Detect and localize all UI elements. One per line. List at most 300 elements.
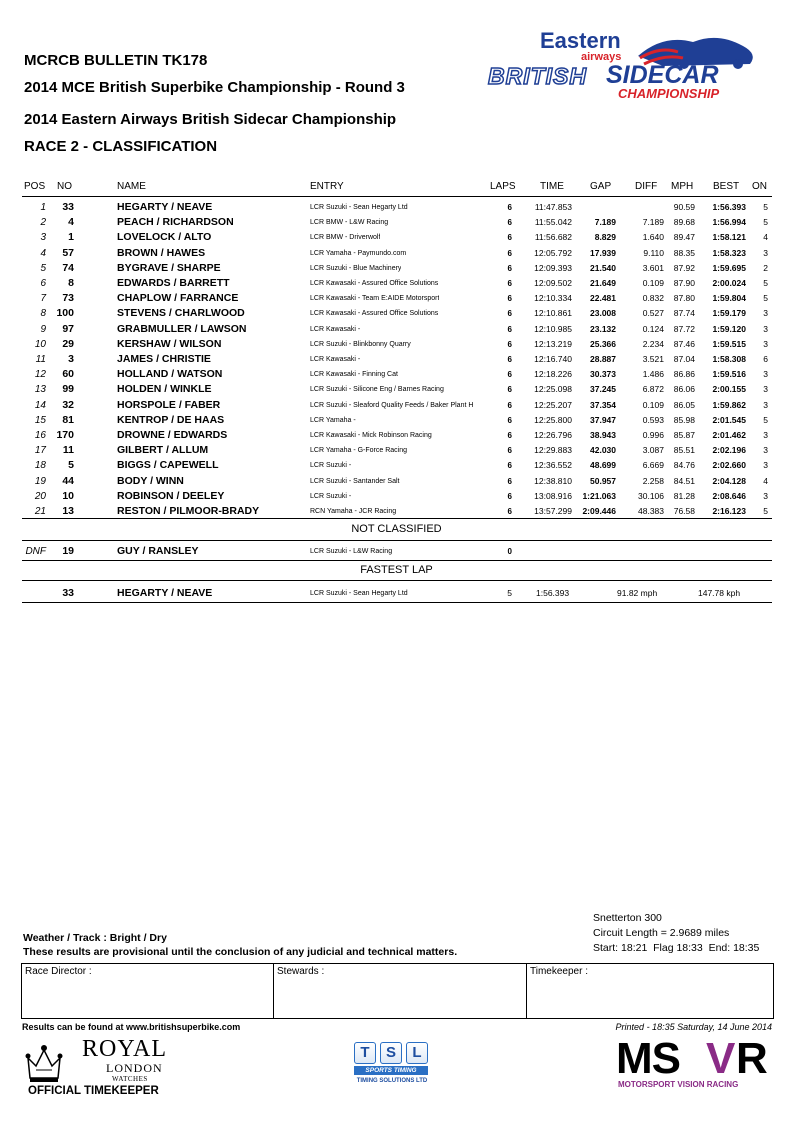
cell-gap: 25.366 — [590, 338, 616, 349]
tsl-name-text: TIMING SOLUTIONS LTD — [356, 1078, 428, 1084]
cell-best: 1:59.695 — [712, 262, 746, 273]
cell-pos: 7 — [40, 293, 46, 305]
cell-on: 3 — [763, 399, 768, 410]
cell-no: 100 — [56, 307, 74, 320]
cell-best: 1:59.515 — [712, 338, 746, 349]
cell-time: 12:36.552 — [534, 460, 572, 471]
table-row — [0, 200, 793, 215]
cell-pos: 12 — [34, 369, 46, 381]
cell-no: 73 — [62, 292, 74, 305]
fastest-lap-name: HEGARTY / NEAVE — [117, 587, 213, 599]
cell-no: 57 — [62, 246, 74, 259]
cell-laps: 6 — [507, 339, 512, 349]
fastest-lap-row — [0, 586, 793, 601]
fastest-lap-title: FASTEST LAP — [360, 564, 433, 576]
cell-name: DROWNE / EDWARDS — [117, 429, 228, 441]
cell-entry: LCR Suzuki - Sleaford Quality Feeds / Baker Plant H — [310, 401, 474, 409]
cell-name: ROBINSON / DEELEY — [117, 489, 225, 502]
cell-name: KENTROP / DE HAAS — [117, 413, 225, 426]
results-url: Results can be found at www.britishsuperbike.com — [22, 1022, 241, 1032]
cell-name: LOVELOCK / ALTO — [117, 231, 212, 244]
cell-best: 1:58.121 — [712, 232, 746, 243]
cell-diff: 3.087 — [642, 445, 664, 456]
cell-time: 13:08.916 — [534, 490, 572, 501]
cell-laps: 6 — [507, 218, 512, 228]
table-row — [0, 337, 793, 352]
cell-pos: 16 — [34, 430, 46, 441]
championship-logo — [488, 24, 770, 104]
cell-best: 1:56.994 — [712, 217, 746, 228]
msvr-v: V — [706, 1034, 735, 1083]
cell-best: 1:59.179 — [712, 308, 746, 319]
cell-mph: 86.86 — [673, 369, 695, 380]
cell-no: 10 — [62, 489, 74, 502]
cell-no: 32 — [62, 398, 74, 411]
cell-mph: 85.51 — [673, 445, 695, 456]
cell-no: 8 — [68, 277, 74, 289]
cell-laps: 6 — [507, 370, 512, 380]
cell-name: BIGGS / CAPEWELL — [117, 459, 219, 472]
cell-pos: 15 — [34, 414, 46, 426]
tsl-sports-text: SPORTS TIMING — [365, 1067, 417, 1074]
cell-name: GRABMULLER / LAWSON — [117, 322, 247, 335]
cell-time: 12:26.796 — [534, 430, 572, 440]
col-gap: GAP — [590, 181, 612, 192]
cell-best: 2:02.196 — [712, 445, 746, 456]
cell-best: 2:02.660 — [712, 460, 746, 471]
cell-entry: LCR Yamaha - G-Force Racing — [310, 447, 407, 455]
fastest-lap-no: 33 — [62, 587, 74, 599]
table-row — [0, 504, 793, 519]
cell-pos: DNF — [25, 546, 46, 557]
table-row — [0, 474, 793, 489]
cell-on: 5 — [763, 202, 768, 212]
table-row — [0, 291, 793, 306]
cell-time: 11:55.042 — [534, 217, 572, 228]
cell-diff: 6.669 — [642, 460, 664, 471]
msvr-tagline: MOTORSPORT VISION RACING — [618, 1080, 739, 1089]
cell-laps: 6 — [507, 248, 512, 258]
cell-laps: 6 — [507, 431, 512, 440]
cell-name: PEACH / RICHARDSON — [117, 216, 234, 229]
cell-on: 5 — [763, 506, 768, 516]
cell-entry: LCR Kawasaki - Finning Cat — [310, 371, 398, 379]
cell-pos: 14 — [34, 399, 46, 411]
table-row — [0, 398, 793, 413]
cell-name: KERSHAW / WILSON — [117, 337, 222, 350]
cell-mph: 87.74 — [673, 308, 695, 319]
cell-mph: 87.72 — [673, 323, 695, 334]
cell-time: 12:09.502 — [534, 278, 572, 288]
cell-best: 1:56.393 — [712, 202, 746, 212]
cell-entry: LCR Kawasaki - Mick Robinson Racing — [310, 432, 432, 439]
cell-diff: 3.521 — [642, 354, 664, 364]
cell-on: 6 — [763, 354, 768, 364]
circuit-name: Snetterton 300 — [593, 912, 662, 924]
table-row — [0, 458, 793, 473]
dnf-end-rule — [22, 560, 772, 561]
tsl-letters — [354, 1042, 430, 1064]
cell-pos: 20 — [34, 490, 46, 502]
cell-entry: LCR Suzuki - Sean Hegarty Ltd — [310, 204, 408, 211]
col-mph: MPH — [671, 181, 694, 192]
cell-best: 2:16.123 — [712, 506, 746, 516]
printed-timestamp: Printed - 18:35 Saturday, 14 June 2014 — [615, 1022, 772, 1032]
table-row — [0, 382, 793, 397]
cell-on: 2 — [763, 262, 768, 273]
cell-diff: 0.527 — [642, 308, 664, 319]
cell-on: 5 — [763, 414, 768, 425]
table-row — [0, 352, 793, 367]
tsl-letter-tile: L — [406, 1042, 428, 1064]
table-row — [0, 215, 793, 230]
cell-gap: 2:09.446 — [582, 506, 616, 516]
cell-diff: 30.106 — [638, 490, 664, 501]
cell-mph: 87.46 — [673, 338, 695, 349]
cell-on: 3 — [763, 490, 768, 501]
column-headers — [0, 181, 793, 195]
cell-entry: LCR Suzuki - L&W Racing — [310, 548, 393, 555]
cell-entry: LCR Kawasaki - Assured Office Solutions — [310, 310, 439, 318]
cell-pos: 13 — [34, 384, 46, 396]
table-row — [0, 367, 793, 382]
col-name: NAME — [117, 181, 146, 192]
cell-entry: LCR Kawasaki - Team E:AIDE Motorsport — [310, 295, 440, 303]
table-row — [0, 544, 793, 559]
cell-on: 3 — [763, 338, 768, 349]
cell-best: 1:59.862 — [712, 399, 746, 410]
cell-on: 3 — [763, 445, 768, 456]
logo-sponsor-sub: airways — [581, 51, 622, 63]
cell-name: CHAPLOW / FARRANCE — [117, 292, 239, 305]
signature-box — [21, 963, 774, 1019]
cell-pos: 4 — [40, 247, 46, 259]
cell-gap: 30.373 — [590, 369, 616, 380]
cell-mph: 89.47 — [673, 232, 695, 243]
cell-laps: 6 — [507, 294, 512, 304]
cell-laps: 6 — [507, 279, 512, 288]
cell-time: 12:25.800 — [534, 414, 572, 425]
stewards-label: Stewards : — [277, 966, 325, 977]
cell-best: 1:59.516 — [712, 369, 746, 380]
cell-gap: 21.540 — [590, 262, 616, 273]
cell-name: HOLDEN / WINKLE — [117, 383, 212, 396]
cell-mph: 87.90 — [673, 278, 695, 288]
cell-gap: 1:21.063 — [582, 490, 616, 501]
cell-laps: 6 — [507, 233, 512, 243]
cell-mph: 88.35 — [673, 247, 695, 258]
cell-mph: 87.80 — [673, 293, 695, 304]
cell-gap: 48.699 — [590, 460, 616, 471]
fastest-lap-end-rule — [22, 602, 772, 603]
table-row — [0, 306, 793, 321]
cell-pos: 9 — [40, 323, 46, 335]
royal-london-logo — [22, 1038, 182, 1088]
fastest-lap-lap: 5 — [507, 588, 512, 598]
not-classified-rule — [22, 540, 772, 541]
cell-diff: 48.383 — [638, 506, 664, 516]
cell-entry: RCN Yamaha - JCR Racing — [310, 508, 397, 515]
tsl-letter-tile: T — [354, 1042, 376, 1064]
cell-mph: 89.68 — [673, 217, 695, 228]
table-row — [0, 246, 793, 261]
tsl-sports-band — [354, 1066, 428, 1075]
cell-on: 4 — [763, 232, 768, 243]
cell-name: BODY / WINN — [117, 474, 184, 487]
fastest-lap-entry: LCR Suzuki - Sean Hegarty Ltd — [310, 590, 408, 597]
cell-gap: 21.649 — [590, 278, 616, 288]
cell-diff: 0.832 — [642, 293, 664, 304]
event-title: 2014 MCE British Superbike Championship - Round 3 — [24, 79, 405, 96]
cell-name: BYGRAVE / SHARPE — [117, 261, 221, 274]
london-text: LONDON — [106, 1061, 163, 1075]
cell-pos: 18 — [34, 460, 46, 472]
cell-mph: 86.05 — [673, 399, 695, 410]
cell-time: 12:09.393 — [534, 262, 572, 273]
cell-laps: 6 — [507, 415, 512, 425]
cell-mph: 81.28 — [673, 490, 695, 501]
logo-sidecar: SIDECAR — [606, 61, 719, 89]
cell-time: 11:47.853 — [534, 202, 572, 212]
cell-pos: 11 — [35, 354, 46, 365]
cell-pos: 19 — [34, 475, 46, 487]
cell-time: 12:38.810 — [534, 475, 572, 486]
cell-mph: 86.06 — [673, 384, 695, 395]
cell-laps: 6 — [507, 461, 512, 471]
table-row — [0, 230, 793, 245]
weather: Weather / Track : Bright / Dry — [23, 932, 167, 944]
cell-time: 12:10.985 — [534, 323, 572, 334]
cell-on: 3 — [763, 323, 768, 334]
cell-gap: 37.245 — [590, 384, 616, 395]
cell-time: 12:13.219 — [534, 338, 572, 349]
cell-mph: 85.87 — [673, 430, 695, 440]
cell-no: 11 — [62, 444, 74, 457]
cell-name: BROWN / HAWES — [117, 246, 206, 259]
cell-time: 12:10.861 — [534, 308, 572, 319]
cell-entry: LCR BMW - Driverwolf — [310, 234, 381, 242]
session-title: RACE 2 - CLASSIFICATION — [24, 138, 218, 155]
cell-entry: LCR BMW - L&W Racing — [310, 219, 389, 227]
provisional-notice: These results are provisional until the conclusion of any judicial and technical matters. — [23, 946, 458, 958]
series-title: 2014 Eastern Airways British Sidecar Championship — [24, 111, 397, 128]
cell-on: 5 — [763, 217, 768, 228]
cell-time: 12:16.740 — [534, 354, 572, 364]
cell-mph: 87.92 — [673, 262, 695, 273]
col-best: BEST — [713, 181, 740, 192]
col-laps: LAPS — [490, 181, 516, 192]
table-row — [0, 261, 793, 276]
cell-no: 4 — [68, 216, 74, 229]
not-classified-title: NOT CLASSIFIED — [351, 523, 442, 535]
cell-diff: 3.601 — [642, 262, 664, 273]
table-row — [0, 276, 793, 291]
cell-entry: LCR Suzuki - Santander Salt — [310, 477, 400, 485]
cell-time: 12:05.792 — [534, 247, 572, 258]
cell-gap: 22.481 — [590, 293, 616, 304]
cell-mph: 87.04 — [673, 354, 695, 364]
tsl-logo — [354, 1042, 430, 1092]
logo-sponsor: Eastern — [540, 28, 621, 53]
cell-pos: 10 — [34, 338, 46, 350]
cell-name: HORSPOLE / FABER — [117, 398, 221, 411]
cell-gap: 23.132 — [590, 323, 616, 334]
cell-laps: 6 — [507, 324, 512, 334]
cell-laps: 6 — [507, 507, 512, 516]
col-entry: ENTRY — [310, 181, 344, 192]
cell-time: 12:25.098 — [534, 384, 572, 395]
cell-pos: 1 — [40, 202, 46, 213]
cell-time: 11:56.682 — [534, 232, 572, 243]
cell-laps: 6 — [507, 355, 512, 364]
cell-no: 19 — [62, 545, 74, 557]
cell-entry: LCR Yamaha - — [310, 416, 356, 424]
cell-name: GUY / RANSLEY — [117, 545, 199, 557]
cell-no: 33 — [62, 201, 74, 213]
cell-pos: 5 — [40, 262, 46, 274]
cell-laps: 6 — [507, 491, 512, 501]
cell-name: HEGARTY / NEAVE — [117, 201, 213, 213]
cell-on: 4 — [763, 475, 768, 486]
msvr-ms: MS — [616, 1034, 680, 1083]
cell-entry: LCR Suzuki - Blue Machinery — [310, 264, 402, 272]
col-on: ON — [752, 181, 767, 192]
cell-gap: 38.943 — [590, 430, 616, 440]
cell-no: 60 — [62, 368, 74, 381]
cell-entry: LCR Suzuki - — [310, 492, 352, 500]
cell-entry: LCR Kawasaki - Assured Office Solutions — [310, 280, 439, 287]
fastest-lap-mph: 91.82 mph — [617, 588, 658, 598]
cell-diff: 0.996 — [642, 430, 664, 440]
cell-on: 3 — [763, 430, 768, 440]
official-timekeeper-label: OFFICIAL TIMEKEEPER — [28, 1085, 159, 1097]
cell-on: 3 — [763, 308, 768, 319]
col-no: NO — [57, 181, 72, 192]
cell-no: 81 — [62, 413, 74, 426]
cell-gap: 50.957 — [590, 475, 616, 486]
cell-no: 97 — [62, 322, 74, 335]
cell-laps: 6 — [507, 476, 512, 486]
cell-laps: 0 — [507, 547, 512, 556]
bulletin-title: MCRCB BULLETIN TK178 — [24, 52, 208, 69]
cell-name: JAMES / CHRISTIE — [117, 353, 211, 365]
logo-british: BRITISH — [488, 63, 587, 89]
cell-time: 12:29.883 — [534, 445, 572, 456]
cell-best: 2:00.155 — [712, 384, 746, 395]
tsl-letter-tile: S — [380, 1042, 402, 1064]
cell-time: 13:57.299 — [534, 506, 572, 516]
cell-no: 3 — [68, 353, 74, 365]
fastest-lap-kph: 147.78 kph — [698, 588, 741, 598]
cell-diff: 9.110 — [643, 247, 664, 258]
cell-on: 3 — [763, 384, 768, 395]
cell-best: 2:01.462 — [712, 430, 746, 440]
cell-no: 170 — [56, 429, 74, 441]
cell-mph: 90.59 — [673, 202, 695, 212]
cell-best: 1:58.323 — [712, 247, 746, 258]
cell-mph: 76.58 — [673, 506, 695, 516]
cell-name: GILBERT / ALLUM — [117, 444, 209, 457]
cell-best: 1:58.308 — [712, 354, 746, 364]
crown-crest-icon — [22, 1038, 66, 1084]
royal-text: ROYAL — [82, 1036, 168, 1062]
table-row — [0, 489, 793, 504]
cell-laps: 6 — [507, 203, 512, 212]
race-director-label: Race Director : — [25, 966, 92, 977]
table-row — [0, 428, 793, 443]
col-pos: POS — [24, 181, 46, 192]
cell-diff: 2.234 — [642, 338, 664, 349]
timekeeper-label: Timekeeper : — [530, 966, 588, 977]
cell-diff: 0.109 — [642, 399, 664, 410]
cell-laps: 6 — [507, 446, 512, 456]
cell-name: HOLLAND / WATSON — [117, 368, 223, 381]
cell-mph: 84.76 — [673, 460, 695, 471]
cell-pos: 8 — [40, 308, 46, 320]
cell-mph: 85.98 — [673, 414, 695, 425]
cell-time: 12:18.226 — [534, 369, 572, 380]
cell-entry: LCR Kawasaki - — [310, 356, 361, 363]
cell-on: 5 — [763, 293, 768, 304]
cell-time: 12:10.334 — [534, 293, 572, 304]
fastest-lap-rule — [22, 580, 772, 581]
cell-no: 74 — [62, 261, 74, 274]
cell-diff: 1.640 — [642, 232, 664, 243]
cell-pos: 21 — [34, 506, 46, 517]
cell-best: 2:00.024 — [712, 278, 746, 288]
cell-best: 2:04.128 — [712, 475, 746, 486]
cell-no: 1 — [68, 231, 74, 244]
fastest-lap-time: 1:56.393 — [536, 588, 570, 598]
cell-best: 1:59.120 — [712, 323, 746, 334]
results-end-rule — [22, 518, 772, 519]
cell-gap: 37.947 — [590, 414, 616, 425]
cell-name: RESTON / PILMOOR-BRADY — [117, 505, 260, 517]
cell-on: 3 — [763, 369, 768, 380]
cell-gap: 42.030 — [590, 445, 616, 456]
cell-no: 29 — [62, 337, 74, 350]
cell-on: 3 — [763, 460, 768, 471]
table-row — [0, 413, 793, 428]
cell-pos: 17 — [34, 445, 46, 457]
col-time: TIME — [540, 181, 564, 192]
cell-pos: 6 — [40, 278, 46, 289]
cell-diff: 0.124 — [642, 323, 664, 334]
stewards-cell — [274, 964, 527, 1018]
cell-laps: 6 — [507, 309, 512, 319]
cell-laps: 6 — [507, 385, 512, 395]
header-rule — [22, 196, 772, 197]
cell-entry: LCR Suzuki - Silicone Eng / Barnes Racing — [310, 386, 444, 394]
cell-no: 13 — [62, 505, 74, 517]
cell-pos: 2 — [40, 217, 46, 229]
cell-gap: 37.354 — [590, 399, 616, 410]
circuit-length: Circuit Length = 2.9689 miles — [593, 927, 730, 939]
cell-no: 44 — [62, 474, 74, 487]
table-row — [0, 322, 793, 337]
cell-no: 5 — [68, 459, 74, 472]
session-times: Start: 18:21 Flag 18:33 End: 18:35 — [593, 942, 760, 954]
cell-gap: 28.887 — [590, 354, 616, 364]
cell-diff: 6.872 — [642, 384, 664, 395]
cell-on: 5 — [763, 278, 768, 288]
cell-on: 3 — [763, 247, 768, 258]
watches-text: WATCHES — [112, 1075, 148, 1083]
cell-pos: 3 — [40, 232, 46, 244]
col-diff: DIFF — [635, 181, 658, 192]
cell-best: 2:01.545 — [712, 414, 746, 425]
msvr-logo — [614, 1034, 774, 1092]
